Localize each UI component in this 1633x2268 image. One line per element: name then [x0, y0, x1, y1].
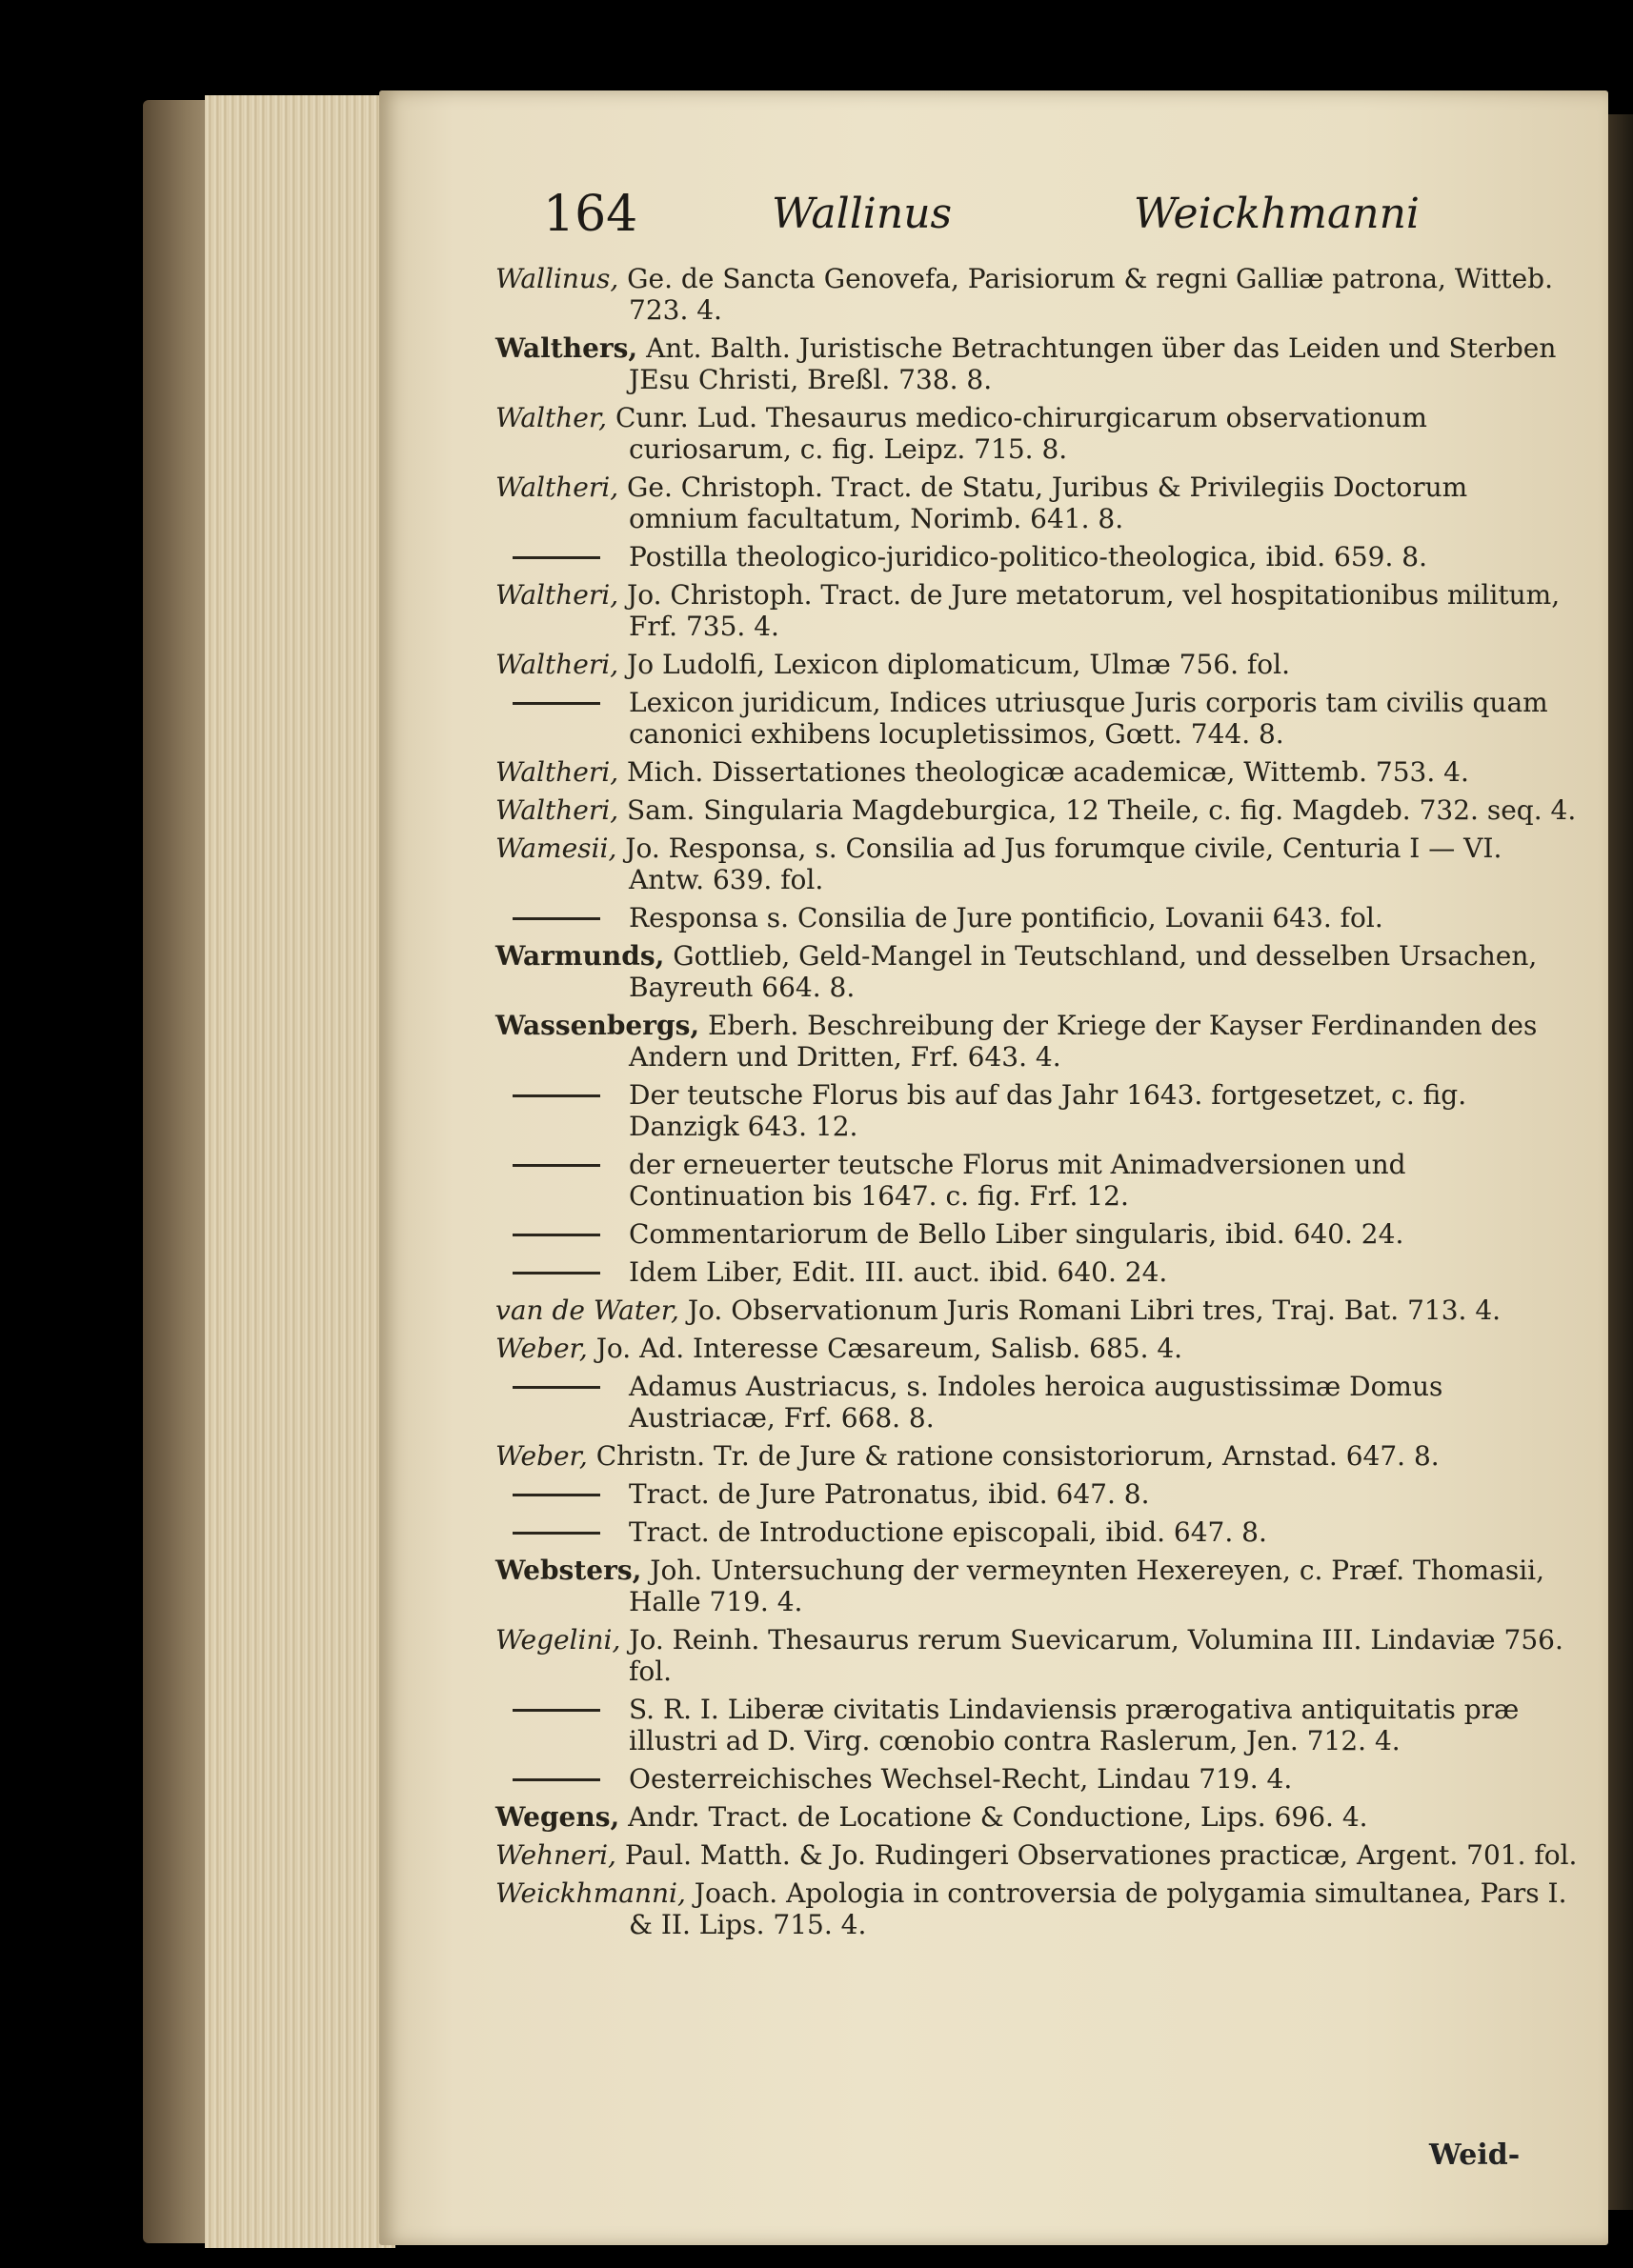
running-head-left: Wallinus [772, 190, 953, 238]
bibliography-entry [495, 1516, 1582, 1548]
entry-author: Waltheri, [495, 794, 619, 826]
entry-text: Responsa s. Consilia de Jure pontificio, Lovanii 643. fol. [629, 902, 1383, 933]
entry-text: Paul. Matth. & Jo. Rudingeri Observationes practicæ, Argent. 701. fol. [624, 1839, 1578, 1871]
entry-author: Weickhmanni, [495, 1877, 686, 1909]
page-header [543, 186, 1420, 252]
entry-text: Postilla theologico-juridico-politico-theologica, ibid. 659. 8. [629, 541, 1427, 572]
entry-text: Cunr. Lud. Thesaurus medico-chirurgicarum observationum curiosarum, c. fig. Leipz. 715. 8. [615, 402, 1427, 465]
entry-author: Wegens, [495, 1801, 620, 1833]
entry-author: Waltheri, [495, 756, 619, 788]
entry-text: Lexicon juridicum, Indices utriusque Juris corporis tam civilis quam canonici exhibens locupletissimos, Gœtt. 744. 8. [629, 687, 1548, 750]
entry-text: der erneuerter teutsche Florus mit Animadversionen und Continuation bis 1647. c. fig. Frf. 12. [629, 1149, 1406, 1212]
entry-author: Weber, [495, 1333, 588, 1364]
bibliography-entry [495, 579, 1582, 642]
entry-text: Tract. de Introductione episcopali, ibid. 647. 8. [629, 1516, 1267, 1548]
bibliography-entry [495, 902, 1582, 933]
page-edges [205, 95, 395, 2248]
entry-text: Jo. Reinh. Thesaurus rerum Suevicarum, Volumina III. Lindaviæ 756. fol. [629, 1624, 1563, 1687]
entry-author: Wehneri, [495, 1839, 616, 1871]
bibliography-entry [495, 1440, 1582, 1472]
entry-author: Weber, [495, 1440, 588, 1472]
entry-text: Jo. Ad. Interesse Cæsareum, Salisb. 685. 4. [595, 1333, 1183, 1364]
bibliography-entry [495, 541, 1582, 572]
entry-author: Wallinus, [495, 263, 619, 294]
entry-text: Idem Liber, Edit. III. auct. ibid. 640. 24. [629, 1256, 1168, 1288]
running-head-right: Weickhmanni [1133, 190, 1420, 238]
bibliography-entry [495, 1763, 1582, 1795]
bibliography-entry [495, 402, 1582, 465]
bibliography-entry [495, 332, 1582, 395]
entry-author: Wamesii, [495, 833, 617, 864]
bibliography-entry [495, 1371, 1582, 1434]
entry-text: Tract. de Jure Patronatus, ibid. 647. 8. [629, 1478, 1150, 1510]
entry-text: Oesterreichisches Wechsel-Recht, Lindau 719. 4. [629, 1763, 1293, 1795]
entry-text: Joh. Untersuchung der vermeynten Hexereyen, c. Præf. Thomasii, Halle 719. 4. [629, 1555, 1545, 1617]
entry-text: Ant. Balth. Juristische Betrachtungen über das Leiden und Sterben JEsu Christi, Breßl. 738. 8. [629, 332, 1557, 395]
bibliography-entry [495, 756, 1582, 788]
entry-text: Sam. Singularia Magdeburgica, 12 Theile, c. fig. Magdeb. 732. seq. 4. [627, 794, 1577, 826]
bibliography-entry [495, 1010, 1582, 1073]
bibliography-entry [495, 1256, 1582, 1288]
bibliography-entry [495, 1694, 1582, 1756]
entry-text: Jo Ludolfi, Lexicon diplomaticum, Ulmæ 756. fol. [627, 649, 1290, 680]
page-number: 164 [543, 186, 638, 243]
entry-author: Websters, [495, 1555, 642, 1586]
entry-text: Ge. de Sancta Genovefa, Parisiorum & regni Galliæ patrona, Witteb. 723. 4. [627, 263, 1553, 326]
entry-text: Mich. Dissertationes theologicæ academicæ, Wittemb. 753. 4. [627, 756, 1469, 788]
bibliography-entry [495, 1478, 1582, 1510]
bibliography-entry [495, 1839, 1582, 1871]
entry-author: Walthers, [495, 332, 638, 364]
entry-text: Der teutsche Florus bis auf das Jahr 1643. fortgesetzet, c. fig. Danzigk 643. 12. [629, 1079, 1467, 1142]
entry-list [495, 263, 1582, 1947]
entry-author: Wegelini, [495, 1624, 621, 1656]
entry-text: Eberh. Beschreibung der Kriege der Kayser Ferdinanden des Andern und Dritten, Frf. 643. 4. [629, 1010, 1538, 1073]
entry-text: Jo. Responsa, s. Consilia ad Jus forumque civile, Centuria I — VI. Antw. 639. fol. [625, 833, 1502, 895]
entry-text: Adamus Austriacus, s. Indoles heroica augustissimæ Domus Austriacæ, Frf. 668. 8. [629, 1371, 1443, 1434]
bibliography-entry [495, 1079, 1582, 1142]
bibliography-entry [495, 1555, 1582, 1617]
entry-text: S. R. I. Liberæ civitatis Lindaviensis prærogativa antiquitatis præ illustri ad D. Virg. cœnobio contra Raslerum, Jen. 712. 4. [629, 1694, 1520, 1756]
entry-text: Commentariorum de Bello Liber singularis, ibid. 640. 24. [629, 1218, 1404, 1250]
bibliography-entry [495, 1295, 1582, 1326]
entry-text: Andr. Tract. de Locatione & Conductione, Lips. 696. 4. [628, 1801, 1368, 1833]
bibliography-entry [495, 833, 1582, 895]
bibliography-entry [495, 263, 1582, 326]
bibliography-entry [495, 472, 1582, 534]
entry-author: Waltheri, [495, 649, 619, 680]
entry-text: Christn. Tr. de Jure & ratione consistoriorum, Arnstad. 647. 8. [595, 1440, 1440, 1472]
entry-author: Waltheri, [495, 472, 619, 503]
entry-author: Waltheri, [495, 579, 619, 611]
bibliography-entry [495, 649, 1582, 680]
bibliography-entry [495, 1218, 1582, 1250]
bibliography-entry [495, 1624, 1582, 1687]
entry-text: Gottlieb, Geld-Mangel in Teutschland, und desselben Ursachen, Bayreuth 664. 8. [629, 940, 1538, 1003]
entry-text: Jo. Observationum Juris Romani Libri tres, Traj. Bat. 713. 4. [687, 1295, 1502, 1326]
bibliography-entry [495, 794, 1582, 826]
entry-author: Wassenbergs, [495, 1010, 700, 1041]
bibliography-entry [495, 1801, 1582, 1833]
bibliography-entry [495, 1333, 1582, 1364]
bibliography-entry [495, 1149, 1582, 1212]
entry-author: van de Water, [495, 1295, 679, 1326]
entry-text: Joach. Apologia in controversia de polygamia simultanea, Pars I. & II. Lips. 715. 4. [629, 1877, 1567, 1940]
catchword: Weid- [1429, 2138, 1521, 2172]
bibliography-entry [495, 1877, 1582, 1940]
entry-author: Walther, [495, 402, 608, 433]
bibliography-entry [495, 687, 1582, 750]
bibliography-entry [495, 940, 1582, 1003]
entry-text: Ge. Christoph. Tract. de Statu, Juribus & Privilegiis Doctorum omnium facultatum, Norimb. 641. 8. [627, 472, 1468, 534]
entry-author: Warmunds, [495, 940, 665, 972]
entry-text: Jo. Christoph. Tract. de Jure metatorum, vel hospitationibus militum, Frf. 735. 4. [627, 579, 1561, 642]
